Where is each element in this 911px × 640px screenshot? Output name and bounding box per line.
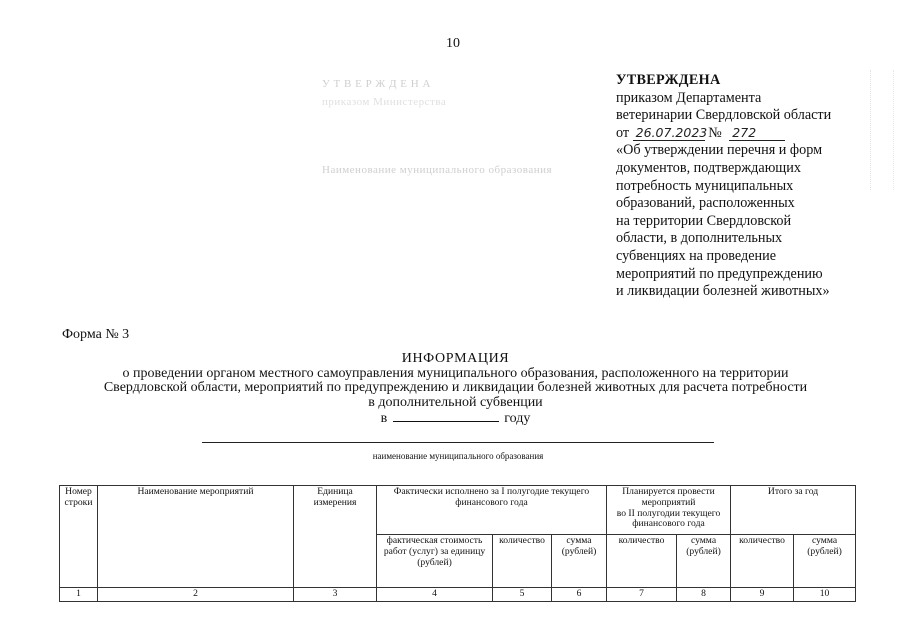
approval-date-line [616,125,876,143]
column-number: 3 [294,588,377,602]
approval-title-line: документов, подтверждающих [616,159,801,176]
bleed-through-text-2: приказом Министерства [322,96,447,108]
approval-title-line: мероприятий по предупреждению [616,265,823,282]
number-prefix: № [708,124,722,141]
document-title-line: в дополнительной субвенции [368,394,543,410]
municipality-blank-line[interactable] [202,442,714,443]
header-actual-quantity: количество [493,535,552,588]
header-total-quantity: количество [731,535,794,588]
header-actual-first-half: Фактически исполнено за I полугодие текущего финансового года [377,486,607,535]
approval-title-line: образований, расположенных [616,195,795,212]
year-line [40,410,871,427]
approval-title-line: области, в дополнительных [616,230,783,247]
column-number: 7 [607,588,677,602]
header-actual-unit-cost: фактическая стоимость работ (услуг) за единицу (рублей) [377,535,493,588]
form-number: Форма № 3 [62,327,130,342]
approval-line: приказом Департамента [616,89,762,106]
approval-line: ветеринарии Свердловской области [616,107,832,124]
header-planned-quantity: количество [607,535,677,588]
bleed-through-text-1: У Т В Е Р Ж Д Е Н А [322,78,431,90]
document-title-block [40,352,871,427]
column-number: 10 [794,588,856,602]
approval-title-line: на территории Свердловской [616,212,792,229]
header-activity-name: Наименование мероприятий [98,486,294,588]
approval-heading: УТВЕРЖДЕНА [616,72,721,88]
header-total-sum: сумма (рублей) [794,535,856,588]
municipality-caption: наименование муниципального образования [372,451,544,461]
approval-title-line: «Об утверждении перечня и форм [616,142,823,159]
approval-title-line: и ликвидации болезней животных» [616,283,830,300]
document-title-line: Свердловской области, мероприятий по предупреждению и ликвидации болезней животных для расчета потребности [103,380,808,395]
document-title: ИНФОРМАЦИЯ [401,351,510,366]
document-title-line: о проведении органом местного самоуправления муниципального образования, расположенного на территории [122,365,789,381]
activities-table [59,485,856,602]
column-number: 8 [677,588,731,602]
year-suffix: году [504,411,531,426]
year-blank-field[interactable] [393,410,499,422]
column-number: 5 [493,588,552,602]
approval-title-line: потребность муниципальных [616,177,794,194]
header-planned-second-half [607,486,731,535]
handwritten-date: 26.07.2023 [633,126,705,141]
page-number: 10 [446,36,460,51]
header-total-year: Итого за год [731,486,856,535]
handwritten-number: 272 [729,126,785,141]
header-planned-sum: сумма (рублей) [677,535,731,588]
column-number: 4 [377,588,493,602]
column-number: 1 [60,588,98,602]
header-planned-line: Планируется провести мероприятий [622,486,715,508]
header-row-number: Номер строки [60,486,98,588]
column-number: 2 [98,588,294,602]
column-number: 9 [731,588,794,602]
header-actual-sum: сумма (рублей) [552,535,607,588]
approval-block [616,72,876,301]
header-unit: Единица измерения [294,486,377,588]
approval-title-line: субвенциях на проведение [616,247,777,264]
column-number: 6 [552,588,607,602]
header-planned-line: во II полугодии текущего финансового года [616,507,721,530]
date-prefix: от [616,124,630,141]
bleed-through-text-3: Наименование муниципального образования [322,164,553,176]
year-prefix: в [380,411,388,426]
